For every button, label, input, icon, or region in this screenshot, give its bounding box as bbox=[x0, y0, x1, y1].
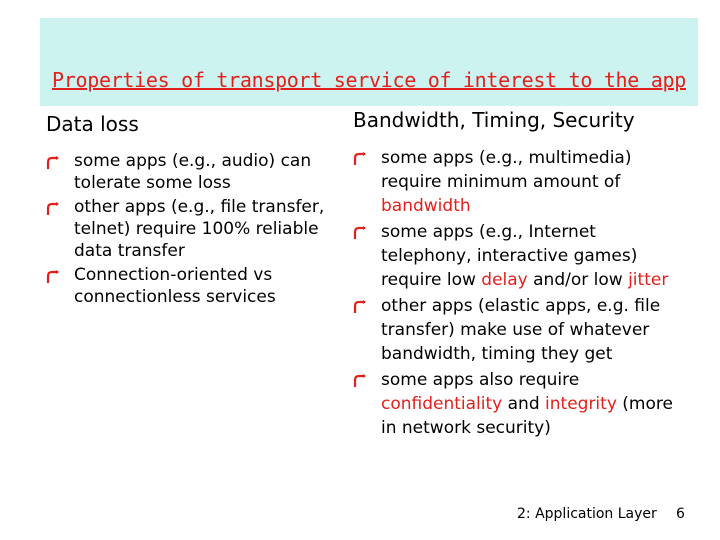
curved-arrow-bullet-icon bbox=[353, 152, 367, 166]
page-number: 6 bbox=[676, 506, 685, 522]
footer-label: 2: Application Layer bbox=[517, 506, 657, 522]
list-item: other apps (e.g., file transfer, telnet) require 100% reliable data transfer bbox=[46, 196, 331, 262]
list-item: some apps (e.g., multimedia) require minimum amount of bandwidth bbox=[353, 146, 683, 218]
curved-arrow-bullet-icon bbox=[46, 270, 60, 284]
list-item: some apps (e.g., Internet telephony, interactive games) require low delay and/or low jitter bbox=[353, 220, 683, 292]
curved-arrow-bullet-icon bbox=[46, 156, 60, 170]
left-bullet-list bbox=[46, 150, 331, 308]
left-heading: Data loss bbox=[46, 112, 139, 136]
list-item: some apps also require confidentiality and integrity (more in network security) bbox=[353, 368, 683, 440]
list-item: some apps (e.g., audio) can tolerate some loss bbox=[46, 150, 331, 194]
curved-arrow-bullet-icon bbox=[353, 300, 367, 314]
curved-arrow-bullet-icon bbox=[46, 202, 60, 216]
highlight-text: delay bbox=[481, 270, 528, 290]
highlight-text: jitter bbox=[628, 270, 669, 290]
highlight-text: integrity bbox=[545, 394, 617, 414]
curved-arrow-bullet-icon bbox=[353, 374, 367, 388]
list-item: Connection-oriented vs connectionless services bbox=[46, 264, 331, 308]
highlight-text: bandwidth bbox=[381, 196, 471, 216]
highlight-text: confidentiality bbox=[381, 394, 503, 414]
slide-title: Properties of transport service of interest to the app bbox=[51, 68, 686, 92]
left-column bbox=[46, 112, 331, 310]
right-column bbox=[353, 108, 683, 442]
right-bullet-list bbox=[353, 146, 683, 440]
list-item: other apps (elastic apps, e.g. file transfer) make use of whatever bandwidth, timing they get bbox=[353, 294, 683, 366]
title-band bbox=[40, 18, 698, 106]
right-heading: Bandwidth, Timing, Security bbox=[353, 108, 635, 132]
curved-arrow-bullet-icon bbox=[353, 226, 367, 240]
